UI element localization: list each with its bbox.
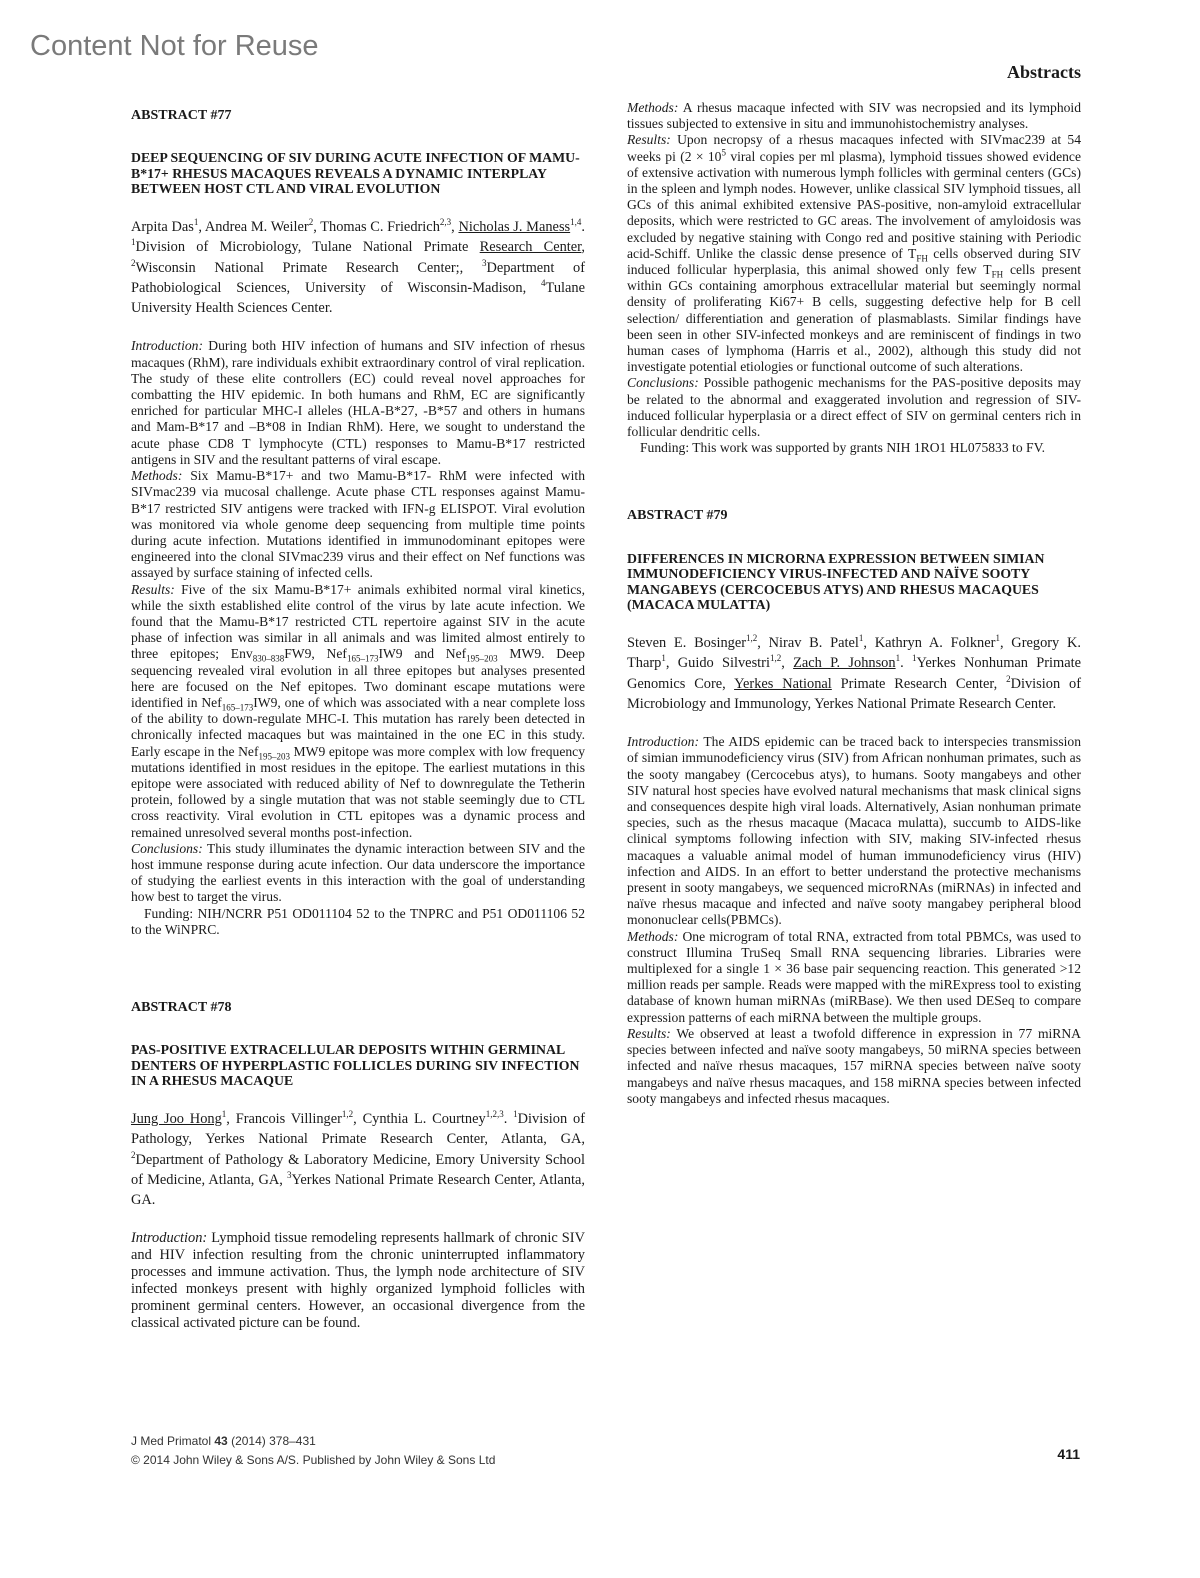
author-block: Steven E. Bosinger$^{1,2}$, Nirav B. Patel$^1$, Kathryn A. Folkner$^1$, Gregory K. Tharp$^1$, Guido Silvestri$^{1,2}$, Zach P. Johnson$^1$. $^1$Yerkes Nonhuman Primate Genomics Core, Yerkes National Primate Research Center, $^2$Division of Microbiology and Immunology, Yerkes National Primate Research Center. — [627, 633, 1082, 712]
results-text: We observed at least a twofold difference in expression in 77 miRNA species between infected and naïve sooty mangabeys, 50 miRNA species between infected and naïve rhesus macaques, 157 miRNA species between naïve sooty mangabeys and naïve rhesus macaques, and 158 miRNA species between infected sooty mangabeys and infected rhesus macaques. — [627, 1025, 1082, 1106]
introduction-text: The AIDS epidemic can be traced back to interspecies transmission of simian immunodeficiency virus (SIV) from African nonhuman primates, such as the sooty mangabey (Cercocebus atys), to humans. Sooty mangabeys and other SIV natural host species have evolved natural mechanisms that mask clinical signs and consequences despite high viral loads. Alternatively, Asian nonhuman primate species, such as the rhesus macaque (Macaca mulatta), succumb to AIDS-like clinical symptoms following infection with SIV, making SIV-infected rhesus macaques a valuable animal model of human immunodeficiency virus (HIV) infection and AIDS. In an effort to better understand the protective mechanisms present in sooty mangabeys, we sequenced microRNAs (miRNAs) in infected and naïve rhesus macaque and infected and naïve sooty mangabey peripheral blood mononuclear cells(PBMCs). — [627, 734, 1081, 928]
conclusions-label: Conclusions: — [131, 840, 203, 856]
abstract-number: ABSTRACT #77 — [131, 108, 232, 123]
results-label: Results: — [627, 132, 671, 148]
copyright-notice: © 2014 John Wiley & Sons A/S. Published by John Wiley & Sons Ltd — [131, 1453, 496, 1467]
introduction-paragraph — [627, 734, 1081, 928]
abstract-79 — [627, 508, 1081, 1106]
conclusions-paragraph — [131, 841, 585, 906]
conclusions-label: Conclusions: — [627, 375, 699, 391]
methods-paragraph — [627, 100, 1081, 132]
methods-label: Methods: — [131, 468, 183, 484]
footer — [131, 1432, 495, 1470]
abstract-number: ABSTRACT #78 — [131, 999, 232, 1015]
section-label: Abstracts — [1007, 62, 1081, 82]
watermark: Content Not for Reuse — [30, 30, 319, 62]
methods-paragraph: Methods: One microgram of total RNA, extracted from total PBMCs, was used to construct Illumina TruSeq Small RNA sequencing libraries. Libraries were multiplexed for a single 1 × 36 base pair sequencing reaction. This generated >12 million reads per sample. Reads were mapped with the miRExpress tool to existing database of known human miRNAs (miRBase). We then used DESeq to compare expression patterns of each miRNA between the multiple groups. — [627, 928, 1081, 1025]
conclusions-paragraph — [627, 375, 1081, 440]
introduction-paragraph — [131, 1230, 585, 1332]
funding-text: Funding: NIH/NCRR P51 OD011104 52 to the TNPRC and P51 OD011106 52 to the WiNPRC. — [131, 905, 585, 937]
abstract-77 — [131, 108, 585, 938]
journal-citation: J Med Primatol 43 (2014) 378–431 — [131, 1434, 316, 1448]
conclusions-text: This study illuminates the dynamic interaction between SIV and the host immune response during acute infection. Our data underscore the importance of studying the earliest events in this interaction with the goal of understanding how best to target the virus. — [131, 840, 586, 905]
introduction-text: During both HIV infection of humans and SIV infection of rhesus macaques (RhM), rare individuals exhibit extraordinary control of viral replication. The study of these elite controllers (EC) could reveal novel approaches for combatting the HIV epidemic. In both humans and RhM, EC are significantly enriched for particular MHC-I alleles (HLA-B*27, -B*57 and others in humans and Mam-B*17 and –B*08 in Indian RhM). Here, we sought to understand the acute phase CD8 T lymphocyte (CTL) responses to Mamu-B*17 restricted antigens in SIV and the resultant patterns of viral escape. — [131, 338, 585, 467]
results-paragraph — [627, 1026, 1081, 1107]
introduction-label: Introduction: — [131, 338, 203, 354]
abstract-title: DEEP SEQUENCING OF SIV DURING ACUTE INFECTION OF MAMU-B*17+ RHESUS MACAQUES REVEALS A DYNAMIC INTERPLAY BETWEEN HOST CTL AND VIRAL EVOLUTION — [131, 150, 580, 197]
methods-paragraph — [131, 468, 585, 581]
methods-text: Six Mamu-B*17+ and two Mamu-B*17- RhM were infected with SIVmac239 via mucosal challenge. Acute phase CTL responses against Mamu-B*17 restricted SIV antigens were tracked with IFN-g ELISPOT. Viral evolution was monitored via whole genome deep sequencing from multiple time points during acute infection. Mutations identified in immunodominant epitopes were engineered into the clonal SIVmac239 virus and their effect on Nef functions was assayed by surface staining of infected cells. — [131, 468, 585, 581]
introduction-label: Introduction: — [627, 734, 699, 750]
left-column — [131, 108, 585, 1332]
abstract-78-continued — [627, 0, 1081, 456]
methods-label: Methods: — [627, 100, 679, 115]
author-block: Arpita Das$^1$, Andrea M. Weiler$^2$, Thomas C. Friedrich$^{2,3}$, Nicholas J. Maness$^{1,4}$. $^1$Division of Microbiology, Tulane National Primate Research Center, $^2$Wisconsin National Primate Research Center;, $^3$Department of Pathobiological Sciences, University of Wisconsin-Madison, $^4$Tulane University Health Sciences Center. — [131, 217, 586, 317]
introduction-label: Introduction: — [131, 1230, 208, 1247]
abstract-title: PAS-POSITIVE EXTRACELLULAR DEPOSITS WITHIN GERMINAL DENTERS OF HYPERPLASTIC FOLLICLES DURING SIV INFECTION IN A RHESUS MACAQUE — [131, 1042, 580, 1089]
author-block: Jung Joo Hong$^1$, Francois Villinger$^{1,2}$, Cynthia L. Courtney$^{1,2,3}$. $^1$Division of Pathology, Yerkes National Primate Research Center, Atlanta, GA, $^2$Department of Pathology & Laboratory Medicine, Emory University School of Medicine, Atlanta, GA, $^3$Yerkes National Primate Research Center, Atlanta, GA. — [131, 1109, 585, 1209]
introduction-text: Lymphoid tissue remodeling represents hallmark of chronic SIV and HIV infection resulting from the chronic uninterrupted inflammatory processes and immune activation. Thus, the lymph node architecture of SIV infected monkeys present with highly organized lymphoid follicles with prominent germinal centers. However, an occasional divergence from the classical activated picture can be found. — [131, 1230, 585, 1332]
methods-label: Methods: — [627, 928, 679, 944]
page-number: 411 — [1057, 1446, 1080, 1462]
abstract-number: ABSTRACT #79 — [627, 508, 728, 524]
introduction-paragraph — [131, 338, 585, 468]
results-label: Results: — [131, 581, 175, 597]
abstract-78 — [131, 1000, 585, 1332]
results-paragraph: Results: Upon necropsy of a rhesus macaques infected with SIVmac239 at 54 weeks pi ($2 \times 10^5$ viral copies per ml plasma), lymphoid tissues showed evidence of extensive activation with numerous lymph follicles with germinal centers (GCs) in the spleen and lymph nodes. However, unlike classical SIV lymphoid tissues, all GCs of this animal exhibited extensive PAS-positive, non-amyloid extracellular deposits, which were restricted to GC areas. The involvement of amyloidosis was excluded by negative staining with Congo red and positive staining with Periodic acid-Schiff. Unlike the classic dense presence of $T_{FH}$ cells observed during SIV induced follicular hyperplasia, this animal showed only few $T_{FH}$ cells present within GCs containing amorphous extracellular material but seemingly normal density of proliferating Ki67+ B cells, suggesting defective help for B cell selection/ differentiation and generation of plasmablasts. Similar findings have been seen in other SIV-infected monkeys and are reminiscent of findings in two human cases of lymphoma (Harris et al., 2002), although this study did not investigate potential etiologies or functional outcome of such alterations. — [627, 132, 1081, 375]
methods-text: A rhesus macaque infected with SIV was necropsied and its lymphoid tissues subjected to extensive in situ and immunohistochemistry analyses. — [627, 100, 1082, 132]
right-column — [627, 100, 1082, 1107]
results-paragraph: Results: Five of the six Mamu-B*17+ animals exhibited normal viral kinetics, while the sixth established elite control of the virus by late acute infection. We found that the Mamu-B*17 restricted CTL repertoire against SIV in the acute phase of infection was similar in all animals and was limited almost entirely to three epitopes; Env$_{830-838}$FW9, Nef$_{165-173}$IW9 and Nef$_{195-203}$ MW9. Deep sequencing revealed viral evolution in all three epitopes but analyses presented here are focused on the Nef epitopes. Two dominant escape mutations were identified in Nef$_{165-173}$IW9, one of which was associated with a near complete loss of the ability to down-regulate MHC-I. This mutation has rarely been detected in chronically infected macaques but was maintained in the one EC in this study. Early escape in the Nef$_{195-203}$ MW9 epitope was more complex with low frequency mutations identified in most residues in the epitope. The earliest mutations in this epitope were associated with reduced ability of Nef to downregulate the Tetherin protein, followed by a single mutation that was not stable seemingly due to CTL cross reactivity. Viral evolution in CTL epitopes was a dynamic process and remained unresolved several months post-infection. — [131, 581, 586, 840]
funding-text: Funding: This work was supported by grants NIH 1RO1 HL075833 to FV. — [640, 440, 1046, 456]
conclusions-text: Possible pathogenic mechanisms for the PAS-positive deposits may be related to the abnormal and exaggerated involution and regression of SIV-induced follicular hyperplasia or a direct effect of SIV on germinal centers rich in follicular dendritic cells. — [627, 375, 1081, 440]
results-label: Results: — [627, 1025, 671, 1041]
abstract-title: DIFFERENCES IN MICRORNA EXPRESSION BETWEEN SIMIAN IMMUNODEFICIENCY VIRUS-INFECTED AND NAÏVE SOOTY MANGABEYS (CERCOCEBUS ATYS) AND RHESUS MACAQUES (MACACA MULATTA) — [627, 550, 1045, 613]
